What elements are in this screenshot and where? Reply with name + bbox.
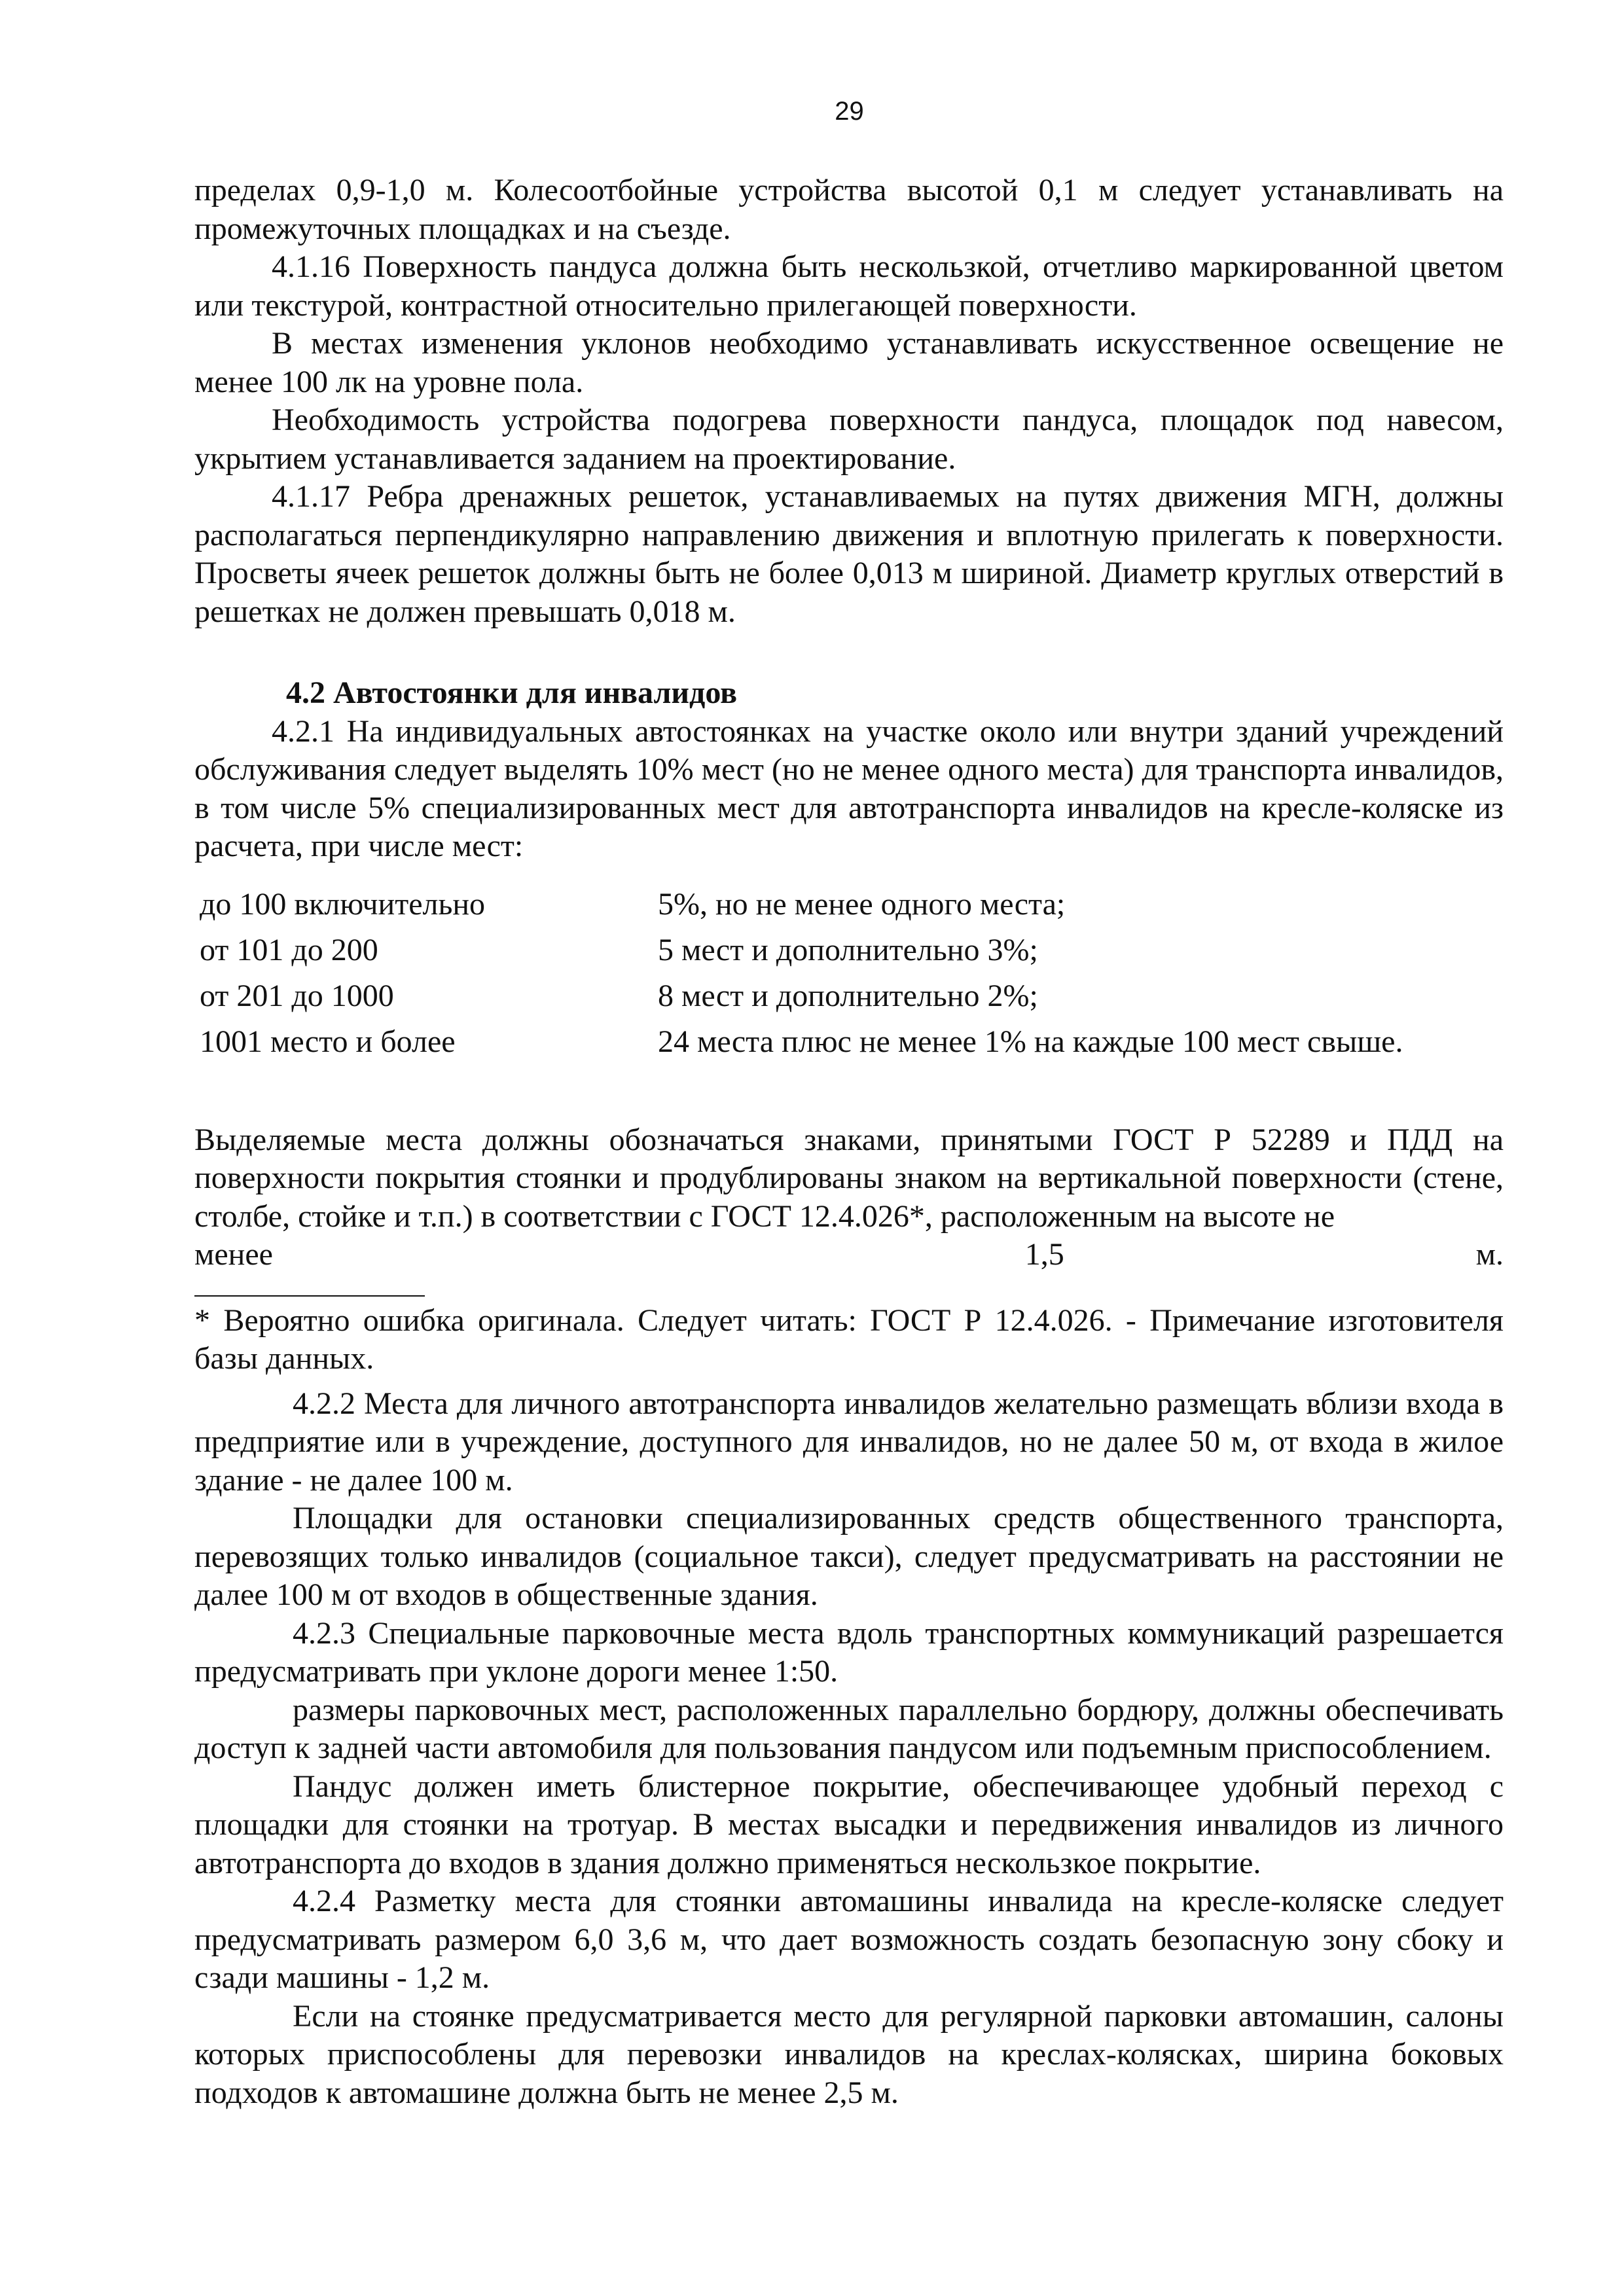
table-row (194, 927, 1504, 973)
table-row (194, 882, 1504, 927)
rate-value: 8 мест и дополнительно 2%; (658, 978, 1038, 1013)
rate-value: 5 мест и дополнительно 3%; (658, 932, 1038, 967)
paragraph-4-2-1: 4.2.1 На индивидуальных автостоянках на участке около или внутри зданий учреждений обслуживания следует выделять 10% мест (но не менее одного места) для транспорта инвалидов, в том числе 5% специализированных мест для автотранспорта инвалидов на кресле-коляске из расчета, при числе мест: (194, 713, 1504, 863)
table-row (194, 973, 1504, 1019)
paragraph-4-1-17: 4.1.17 Ребра дренажных решеток, устанавливаемых на путях движения МГН, должны располагаться перпендикулярно направлению движения и вплотную прилегать к поверхности. Просветы ячеек решеток должны быть не более 0,013 м шириной. Диаметр круглых отверстий в решетках не должен превышать 0,018 м. (194, 479, 1504, 629)
paragraph-marking: Выделяемые места должны обозначаться знаками, принятыми ГОСТ Р 52289 и ПДД на поверхности покрытия стоянки и продублированы знаком на вертикальной поверхности (стене, столбе, стойке и т.п.) в соответствии с ГОСТ 12.4.026*, расположенным на высоте не (194, 1122, 1504, 1234)
rate-range: до 100 включительно (200, 886, 486, 922)
paragraph-side-access: Если на стоянке предусматривается место для регулярной парковки автомашин, салоны которых приспособлены для перевозки инвалидов на креслах-колясках, ширина боковых подходов к автомашине должна быть не менее 2,5 м. (194, 1998, 1504, 2110)
paragraph-sizes: размеры парковочных мест, расположенных параллельно бордюру, должны обеспечивать доступ к задней части автомобиля для пользования пандусом или подъемным приспособлением. (194, 1692, 1504, 1765)
rate-range: от 101 до 200 (200, 932, 378, 967)
paragraph-stops: Площадки для остановки специализированных средств общественного транспорта, перевозящих только инвалидов (социальное такси), следует предусматривать на расстоянии не далее 100 м от входов в общественные здания. (194, 1501, 1504, 1612)
marking-tail-word: менее (194, 1237, 273, 1272)
rate-value: 5%, но не менее одного места; (658, 886, 1066, 922)
marking-tail-unit: м. (1475, 1237, 1504, 1272)
table-row (194, 1019, 1504, 1065)
paragraph-4-2-2: 4.2.2 Места для личного автотранспорта инвалидов желательно размещать вблизи входа в предприятие или в учреждение, доступного для инвалидов, но не далее 50 м, от входа в жилое здание - не далее 100 м. (194, 1386, 1504, 1498)
paragraph-4-1-16: 4.1.16 Поверхность пандуса должна быть нескользкой, отчетливо маркированной цветом или текстурой, контрастной относительно прилегающей поверхности. (194, 249, 1504, 323)
page-content (194, 171, 1504, 2112)
section-heading: 4.2 Автостоянки для инвалидов (286, 675, 738, 710)
paragraph-4-2-3: 4.2.3 Специальные парковочные места вдоль транспортных коммуникаций разрешается предусматривать при уклоне дороги менее 1:50. (194, 1615, 1504, 1689)
paragraph-marking-tail (194, 1236, 1504, 1274)
page-number: 29 (835, 97, 864, 126)
paragraph-lighting: В местах изменения уклонов необходимо устанавливать искусственное освещение не менее 100 лк на уровне пола. (194, 326, 1504, 399)
paragraph-continuation: пределах 0,9-1,0 м. Колесоотбойные устройства высотой 0,1 м следует устанавливать на промежуточных площадках и на съезде. (194, 173, 1504, 246)
rate-range: от 201 до 1000 (200, 978, 394, 1013)
parking-rates-table (194, 882, 1504, 1065)
marking-tail-value: 1,5 (1024, 1237, 1064, 1272)
paragraph-ramp: Пандус должен иметь блистерное покрытие, обеспечивающее удобный переход с площадки для стоянки на тротуар. В местах высадки и передвижения инвалидов из личного автотранспорта до входов в здания должно применяться нескользкое покрытие. (194, 1768, 1504, 1880)
paragraph-4-2-4: 4.2.4 Разметку места для стоянки автомашины инвалида на кресле-коляске следует предусматривать размером 6,0 3,6 м, что дает возможность создать безопасную зону сбоку и сзади машины - 1,2 м. (194, 1884, 1504, 1995)
rate-value: 24 места плюс не менее 1% на каждые 100 мест свыше. (658, 1024, 1403, 1059)
footnote: * Вероятно ошибка оригинала. Следует читать: ГОСТ Р 12.4.026. - Примечание изготовителя базы данных. (194, 1302, 1504, 1376)
footnote-divider (194, 1295, 425, 1297)
paragraph-heating: Необходимость устройства подогрева поверхности пандуса, площадок под навесом, укрытием устанавливается заданием на проектирование. (194, 403, 1504, 476)
rate-range: 1001 место и более (200, 1024, 456, 1059)
